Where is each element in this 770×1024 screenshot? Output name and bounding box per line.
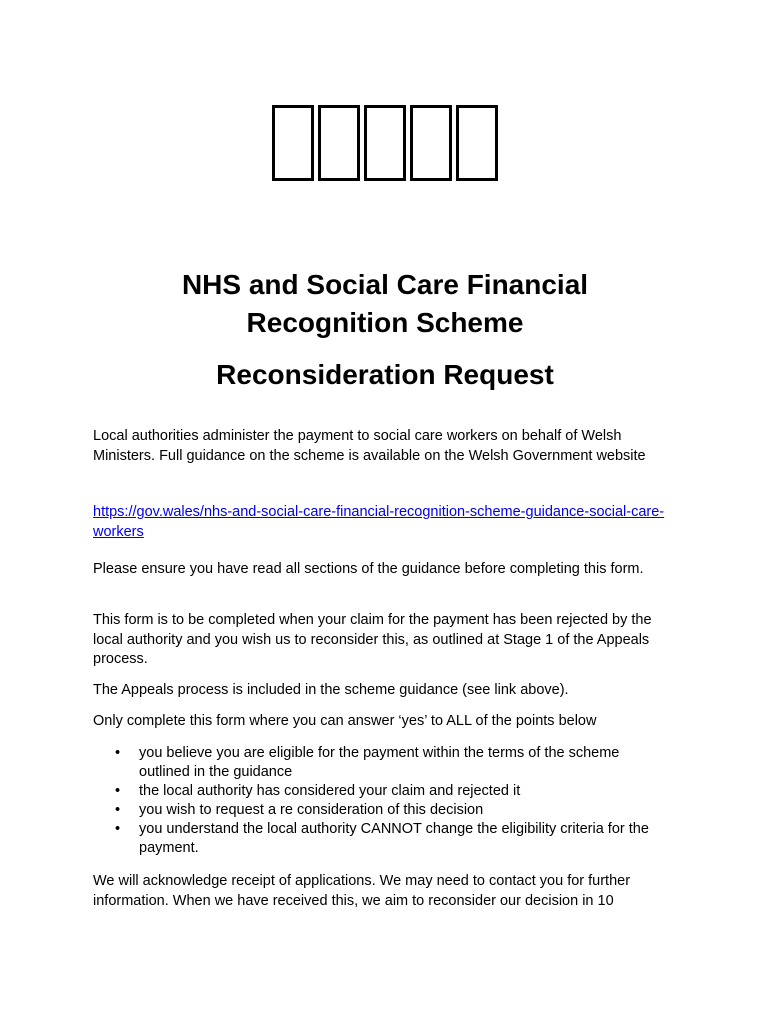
- logo-glyphs: [0, 95, 770, 195]
- page-subtitle: Reconsideration Request: [216, 359, 554, 390]
- appeals-note-paragraph: The Appeals process is included in the scheme guidance (see link above).: [93, 682, 569, 698]
- missing-glyph-icon: [364, 105, 406, 181]
- list-item: [93, 782, 673, 801]
- list-item: [93, 801, 673, 820]
- missing-glyph-icon: [410, 105, 452, 181]
- eligibility-bullet-list: [93, 744, 673, 858]
- title-line-2: Recognition Scheme: [246, 307, 524, 338]
- list-item: [93, 744, 673, 782]
- only-complete-paragraph: Only complete this form where you can answer ‘yes’ to ALL of the points below: [93, 713, 597, 729]
- missing-glyph-icon: [272, 105, 314, 181]
- guidance-link[interactable]: https://gov.wales/nhs-and-social-care-financial-recognition-scheme-guidance-social-care-workers: [93, 504, 665, 540]
- page-title: [0, 266, 770, 342]
- missing-glyph-icon: [318, 105, 360, 181]
- list-item: [93, 820, 673, 858]
- list-item-text: you understand the local authority CANNOT change the eligibility criteria for the payment.: [139, 821, 649, 856]
- list-item-text: you wish to request a re consideration of this decision: [139, 802, 484, 818]
- list-item-text: the local authority has considered your claim and rejected it: [139, 783, 521, 799]
- title-line-1: NHS and Social Care Financial: [181, 269, 589, 300]
- read-guidance-paragraph: Please ensure you have read all sections of the guidance before completing this form.: [93, 561, 644, 577]
- bullet-icon: •: [115, 783, 121, 799]
- when-to-complete-paragraph: This form is to be completed when your claim for the payment has been rejected by the local authority and you wish us to reconsider this, as outlined at Stage 1 of the Appeals process.: [93, 612, 652, 667]
- acknowledge-paragraph: We will acknowledge receipt of applications. We may need to contact you for further information. When we have received this, we aim to reconsider our decision in 10: [93, 873, 631, 909]
- bullet-icon: •: [115, 745, 121, 761]
- missing-glyph-icon: [456, 105, 498, 181]
- bullet-icon: •: [115, 821, 121, 837]
- intro-paragraph: Local authorities administer the payment to social care workers on behalf of Welsh Ministers. Full guidance on the scheme is available on the Welsh Government website: [93, 428, 646, 464]
- list-item-text: you believe you are eligible for the payment within the terms of the scheme outlined in the guidance: [139, 745, 620, 780]
- bullet-icon: •: [115, 802, 121, 818]
